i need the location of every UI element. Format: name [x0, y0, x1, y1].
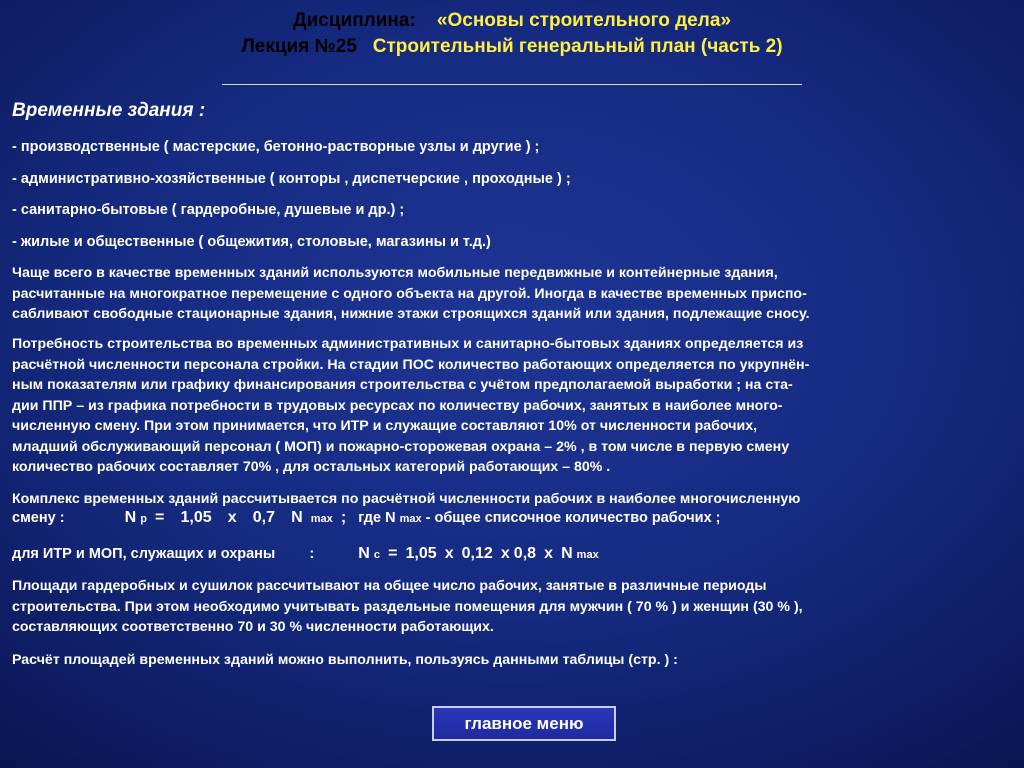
- discipline-label: Дисциплина:: [293, 10, 416, 31]
- formula-where: где N: [358, 510, 396, 526]
- formula-n-max: N: [561, 545, 573, 562]
- slide-header: [0, 8, 1024, 60]
- formula-sub-c: с: [373, 549, 381, 561]
- paragraph-complex: Комплекс временных зданий рассчитывается по расчётной численности рабочих в наиболее многочисленную: [12, 491, 801, 507]
- discipline-value: «Основы строительного дела»: [436, 10, 731, 31]
- list-item: - административно-хозяйственные ( конторы , диспетчерские , проходные ) ;: [12, 170, 571, 187]
- formula-workers: [12, 509, 721, 527]
- list-item: - санитарно-бытовые ( гардеробные, душевые и др.) ;: [12, 202, 405, 218]
- list-item: - жилые и общественные ( общежития, столовые, магазины и т.д.): [12, 233, 491, 250]
- formula-semicolon: ;: [340, 509, 347, 526]
- formula-colon: :: [309, 546, 315, 562]
- formula-coef-2: 0,7: [252, 509, 276, 526]
- formula-coef-1: 1,05: [405, 545, 437, 562]
- formula-coef-2: 0,12: [461, 545, 493, 562]
- formula-coef-1: 1,05: [180, 509, 212, 526]
- formula-n: N: [124, 509, 137, 526]
- formula-times: x: [544, 545, 554, 562]
- formula-sub-max: max: [310, 513, 333, 525]
- formula-sub-p: р: [140, 513, 147, 525]
- list-item: - производственные ( мастерские, бетонно-растворные узлы и другие ) ;: [12, 139, 540, 155]
- paragraph-staff-demand: Потребность строительства во временных административных и санитарно-бытовых зданиях определяется из расчётной численности персонала стройки. На стадии ПОС количество работающих определяется по укрупнён- ным показателям или графику финансирования строительства с учётом предполагаемой выработки ; на ста- дии ППР – из графика потребности в трудовых ресурсах по количеству рабочих, занятых в наиболее много- численную смену. При этом принимается, что ИТР и служащие составляют 10% от численности рабочих, младший обслуживающий персонал ( МОП) и пожарно-сторожевая охрана – 2% , в том числе в первую смену количество рабочих составляет 70% , для остальных категорий работающих – 80% .: [12, 336, 810, 475]
- formula-lead: смену :: [12, 510, 65, 526]
- header-divider: [222, 84, 802, 85]
- formula-sub-max: max: [576, 549, 599, 561]
- lecture-label: Лекция №25: [241, 36, 357, 57]
- building-types-list: [12, 137, 571, 263]
- paragraph-calculation: Расчёт площадей временных зданий можно выполнить, пользуясь данными таблицы (стр. ) :: [12, 652, 678, 668]
- section-title: Временные здания :: [12, 100, 206, 121]
- main-menu-button[interactable]: главное меню: [432, 706, 616, 741]
- discipline-line: [0, 8, 1024, 34]
- lecture-line: [0, 34, 1024, 60]
- formula-times: x: [500, 545, 510, 562]
- formula-lead: для ИТР и МОП, служащих и охраны: [12, 546, 276, 562]
- formula-eq: =: [155, 509, 165, 526]
- lecture-value: Строительный генеральный план (часть 2): [372, 36, 783, 57]
- paragraph-mobile-buildings: Чаще всего в качестве временных зданий используются мобильные передвижные и контейнерные здания, расчитанные на многократное перемещение с одного объекта на другой. Иногда в качестве временных приспо- сабливают свободные стационарные здания, нижние этажи строящихся зданий или здания, подлежащие сносу.: [12, 265, 810, 322]
- formula-n: N: [358, 545, 370, 562]
- formula-coef-3: 0,8: [513, 545, 537, 562]
- formula-times: x: [444, 545, 454, 562]
- paragraph-wardrobes: Площади гардеробных и сушилок рассчитывают на общее число рабочих, занятые в различные периоды строительства. При этом необходимо учитывать раздельные помещения для мужчин ( 70 % ) и женщин (30 % ), составляющих соответственно 70 и 30 % численности работающих.: [12, 578, 803, 635]
- formula-description: - общее списочное количество рабочих ;: [425, 510, 721, 526]
- formula-n-max: N: [291, 509, 303, 526]
- formula-where-sub: max: [399, 513, 422, 525]
- formula-itr: [12, 545, 599, 563]
- formula-times: x: [227, 509, 237, 526]
- formula-eq: =: [388, 545, 398, 562]
